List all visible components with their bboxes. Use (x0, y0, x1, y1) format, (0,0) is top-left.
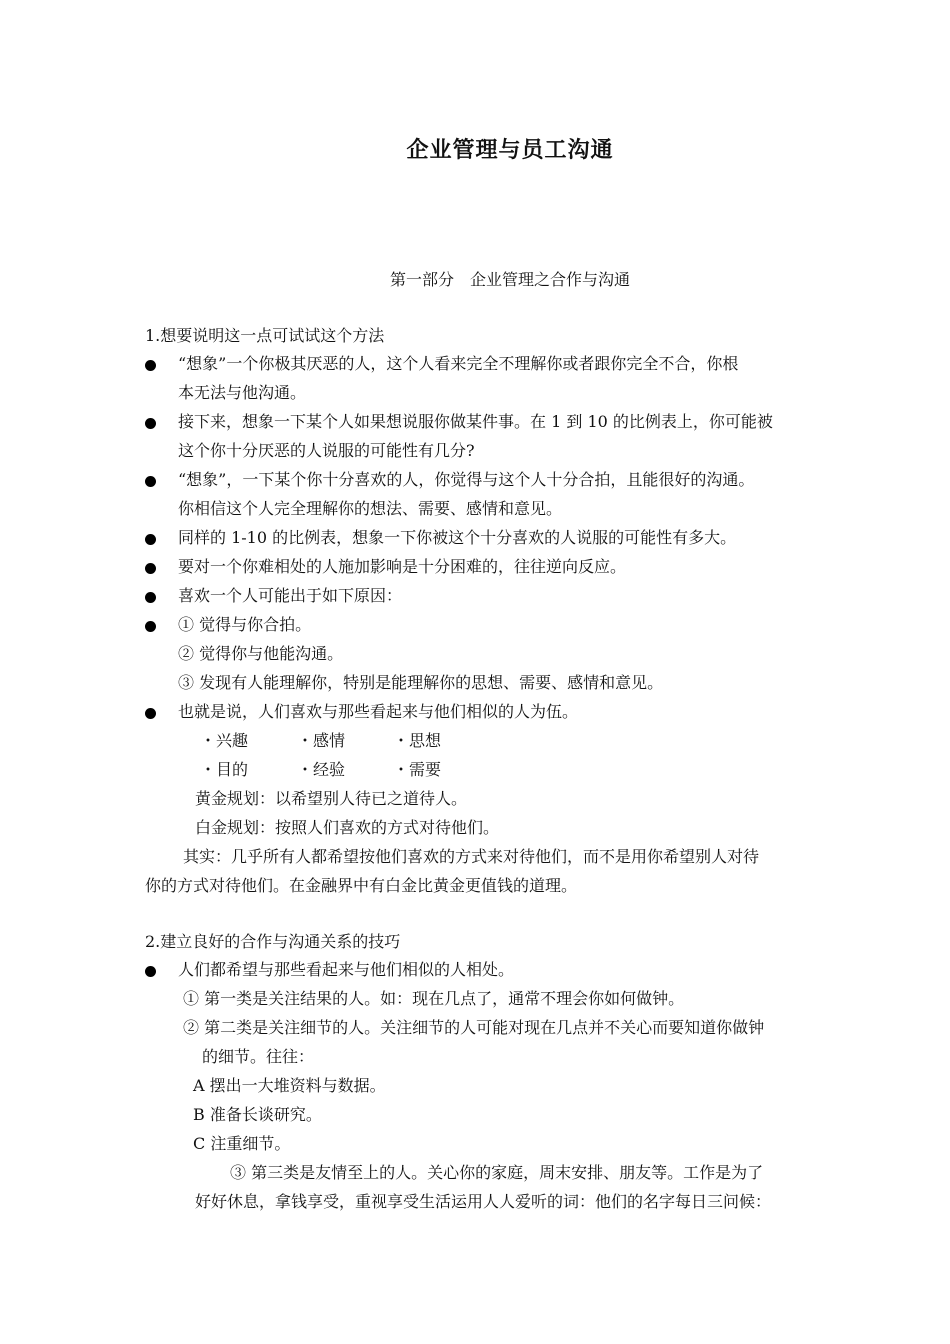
bullet-icon (145, 534, 156, 545)
detail-sub-item: A 摆出一大堆资料与数据。 (193, 1076, 386, 1095)
bullet-icon (145, 563, 156, 574)
interest-item: ・目的 (200, 760, 249, 779)
list-item-continuation: 这个你十分厌恶的人说服的可能性有几分? (178, 441, 475, 460)
paragraph-line: 其实：几乎所有人都希望按他们喜欢的方式来对待他们，而不是用你希望别人对待 (183, 847, 760, 866)
heading-techniques: 2.建立良好的合作与沟通关系的技巧 (145, 932, 401, 951)
interest-item: ・经验 (297, 760, 346, 779)
bullet-icon (145, 418, 156, 429)
list-item: 同样的 1-10 的比例表，想象一下你被这个十分喜欢的人说服的可能性有多大。 (178, 528, 737, 547)
interest-item: ・感情 (297, 731, 346, 750)
type-item-continuation: 好好休息，拿钱享受，重视享受生活运用人人爱听的词：他们的名字每日三问候： (195, 1192, 772, 1211)
type-item: ② 第二类是关注细节的人。关注细节的人可能对现在几点并不关心而要知道你做钟 (183, 1018, 765, 1037)
list-item: 也就是说，人们喜欢与那些看起来与他们相似的人为伍。 (178, 702, 579, 721)
document-title: 企业管理与员工沟通 (406, 138, 614, 163)
platinum-rule: 白金规划：按照人们喜欢的方式对待他们。 (195, 818, 500, 837)
detail-sub-item: B 准备长谈研究。 (193, 1105, 322, 1124)
list-item-continuation: ② 觉得你与他能沟通。 (178, 644, 344, 663)
list-item-continuation: 本无法与他沟通。 (178, 383, 307, 402)
interest-item: ・需要 (393, 760, 442, 779)
list-item: “想象”一个你极其厌恶的人，这个人看来完全不理解你或者跟你完全不合，你根 (178, 354, 739, 373)
list-item: 喜欢一个人可能出于如下原因： (178, 586, 403, 605)
type-item: ③ 第三类是友情至上的人。关心你的家庭，周末安排、朋友等。工作是为了 (230, 1163, 764, 1182)
golden-rule: 黄金规划：以希望别人待已之道待人。 (195, 789, 468, 808)
interest-item: ・思想 (393, 731, 442, 750)
paragraph-line: 你的方式对待他们。在金融界中有白金比黄金更值钱的道理。 (145, 876, 578, 895)
heading-method: 1.想要说明这一点可试试这个方法 (145, 326, 385, 345)
type-item-continuation: 的细节。往往： (202, 1047, 315, 1066)
detail-sub-item: C 注重细节。 (193, 1134, 291, 1153)
list-item: 要对一个你难相处的人施加影响是十分困难的，往往逆向反应。 (178, 557, 627, 576)
section-title: 第一部分 企业管理之合作与沟通 (389, 270, 630, 289)
interest-item: ・兴趣 (200, 731, 249, 750)
bullet-icon (145, 621, 156, 632)
list-item-continuation: 你相信这个人完全理解你的想法、需要、感情和意见。 (178, 499, 563, 518)
bullet-icon (145, 592, 156, 603)
list-item: 接下来，想象一下某个人如果想说服你做某件事。在 1 到 10 的比例表上，你可能被 (178, 412, 773, 431)
bullet-icon (145, 966, 156, 977)
type-item: ① 第一类是关注结果的人。如：现在几点了，通常不理会你如何做钟。 (183, 989, 685, 1008)
bullet-icon (145, 476, 156, 487)
list-item: ① 觉得与你合拍。 (178, 615, 312, 634)
list-item: “想象”，一下某个你十分喜欢的人，你觉得与这个人十分合拍，且能很好的沟通。 (178, 470, 755, 489)
list-item-continuation: ③ 发现有人能理解你，特别是能理解你的思想、需要、感情和意见。 (178, 673, 664, 692)
list-item: 人们都希望与那些看起来与他们相似的人相处。 (178, 960, 515, 979)
bullet-icon (145, 708, 156, 719)
bullet-icon (145, 360, 156, 371)
